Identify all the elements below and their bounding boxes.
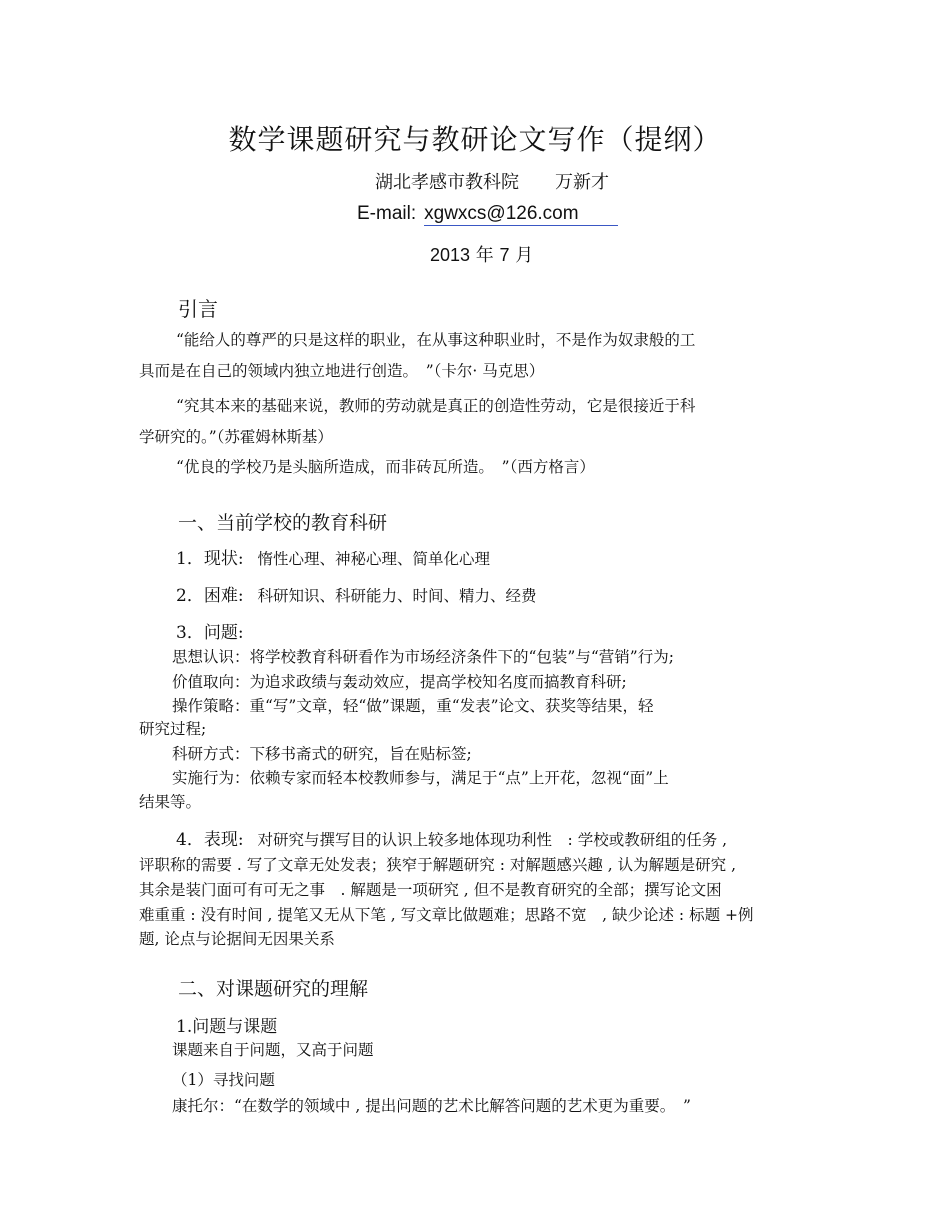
date-year: 2013 <box>430 245 471 265</box>
author-line <box>0 168 950 194</box>
author-organization: 湖北孝感市教科院 <box>375 172 519 193</box>
intro-quote3: “优良的学校乃是头脑所造成，而非砖瓦所造。 ”（西方格言） <box>176 458 595 476</box>
problem-line5: 科研方式：下移书斋式的研究，旨在贴标签; <box>172 745 472 763</box>
section2-line1: 课题来自于问题，又高于问题 <box>172 1041 374 1059</box>
email-label: E-mail: <box>357 203 417 224</box>
email-row <box>357 203 618 226</box>
problem-line2: 价值取向：为追求政绩与轰动效应，提高学校知名度而搞教育科研; <box>172 673 627 691</box>
section2-sub1-heading: 1.问题与课题 <box>176 1017 278 1037</box>
problem-line6: 实施行为：依赖专家而轻本校教师参与，满足于“点”上开花，忽视“面”上 <box>172 769 669 787</box>
document-title: 数学课题研究与教研论文写作（提纲） <box>228 123 722 156</box>
date-year-unit: 年 <box>475 245 494 266</box>
item4-line2: 评职称的需要 . 写了文章无处发表；狭窄于解题研究 : 对解题感兴趣 , 认为解题是研究 , <box>139 856 736 874</box>
document-date <box>430 241 533 267</box>
item4-line4: 难重重 : 没有时间 , 提笔又无从下笔 , 写文章比做题难；思路不宽 , 缺少论述 : 标题 +例 <box>139 906 754 924</box>
problem-line3: 操作策略：重“写”文章，轻“做”课题，重“发表”论文、获奖等结果，轻 <box>172 697 654 715</box>
item4-line5: 题, 论点与论据间无因果关系 <box>139 930 335 948</box>
item4-line3: 其余是装门面可有可无之事 . 解题是一项研究 , 但不是教育研究的全部；撰写论文困 <box>139 881 722 899</box>
section1-item2 <box>176 581 537 606</box>
section2-heading: 二、对课题研究的理解 <box>178 978 369 1000</box>
author-name: 万新才 <box>555 172 609 193</box>
problem-line1: 思想认识：将学校教育科研看作为市场经济条件下的“包装”与“营销”行为; <box>172 648 674 666</box>
item4-label: 4．表现: <box>176 830 244 850</box>
item1-text: 惰性心理、神秘心理、简单化心理 <box>257 550 491 568</box>
section2-line2: （1）寻找问题 <box>172 1071 275 1089</box>
problem-line4: 研究过程; <box>139 720 207 738</box>
date-month: 7 <box>499 245 510 265</box>
intro-quote1-line1: “能给人的尊严的只是这样的职业，在从事这种职业时，不是作为奴隶般的工 <box>176 331 696 349</box>
section1-heading: 一、当前学校的教育科研 <box>178 512 388 534</box>
section1-item4 <box>176 825 727 850</box>
date-month-unit: 月 <box>515 245 534 266</box>
section1-item1 <box>176 544 490 569</box>
intro-quote2-line1: “究其本来的基础来说，教师的劳动就是真正的创造性劳动，它是很接近于科 <box>176 397 696 415</box>
item2-label: 2．困难: <box>176 586 244 606</box>
item1-label: 1．现状: <box>176 549 244 569</box>
email-link[interactable]: xgwxcs@126.com <box>424 203 618 226</box>
intro-quote2-line2: 学研究的。”（苏霍姆林斯基） <box>139 428 333 446</box>
section1-item3: 3．问题: <box>176 623 244 643</box>
item2-text: 科研知识、科研能力、时间、精力、经费 <box>257 587 537 605</box>
item4-line1: 对研究与撰写目的认识上较多地体现功利性 : 学校或教研组的任务 , <box>257 831 728 849</box>
problem-line7: 结果等。 <box>139 793 202 811</box>
intro-heading: 引言 <box>178 297 218 321</box>
intro-quote1-line2: 具而是在自己的领域内独立地进行创造。 ”（卡尔· 马克思） <box>139 362 545 380</box>
section2-line3: 康托尔：“在数学的领域中 , 提出问题的艺术比解答问题的艺术更为重要。 ” <box>172 1097 691 1115</box>
